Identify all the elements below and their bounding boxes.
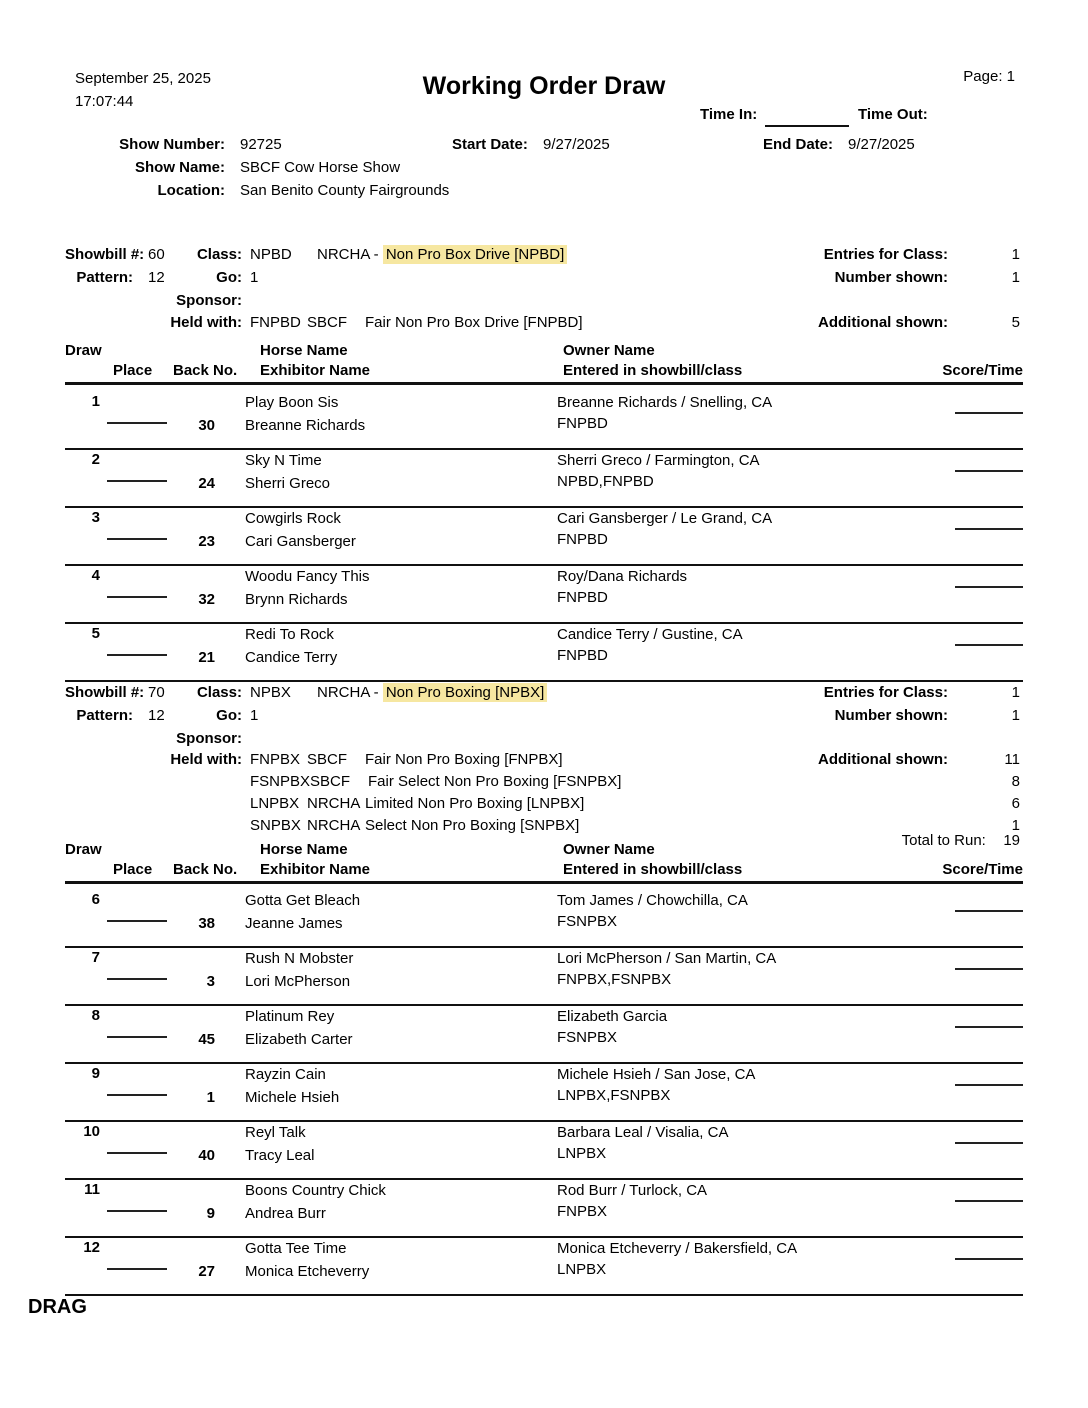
entered-classes: LNPBX [557, 1145, 607, 1162]
table-row [65, 450, 1023, 508]
score-blank-line [955, 1126, 1023, 1144]
class-full-name [317, 684, 547, 701]
held-with-row [65, 817, 1023, 839]
exhibitor-name: Breanne Richards [245, 417, 366, 434]
held-with-name: Fair Non Pro Box Drive [FNPBD] [365, 314, 583, 331]
held-with-code: FNPBX [250, 751, 301, 768]
held-with-code: SNPBX [250, 817, 301, 834]
table-row [65, 1006, 1023, 1064]
held-with-block [65, 751, 1023, 839]
additional-shown-count: 6 [1011, 795, 1020, 812]
horse-name: Boons Country Chick [245, 1182, 386, 1199]
exhibitor-name: Lori McPherson [245, 973, 351, 990]
score-blank-line [955, 628, 1023, 646]
entries-for-class-label: Entries for Class: [823, 684, 948, 701]
time-in-out-row [65, 104, 1023, 130]
exhibitor-name: Monica Etcheverry [245, 1263, 370, 1280]
entered-classes: NPBD,FNPBD [557, 473, 654, 490]
place-header: Place [113, 362, 153, 379]
class-label: Class: [196, 684, 242, 701]
place-blank-line [107, 956, 167, 980]
owner-name: Michele Hsieh / San Jose, CA [557, 1066, 756, 1083]
class-section-npbx [65, 684, 1023, 1296]
drag-label: DRAG [28, 1296, 87, 1318]
entry-rows [65, 392, 1023, 682]
horse-name: Rush N Mobster [245, 950, 354, 967]
draw-number: 10 [83, 1123, 100, 1140]
score-time-header: Score/Time [942, 861, 1023, 878]
owner-name: Cari Gansberger / Le Grand, CA [557, 510, 773, 527]
sponsor-label: Sponsor: [176, 730, 242, 747]
horse-name: Redi To Rock [245, 626, 334, 643]
score-blank-line [955, 1184, 1023, 1202]
end-date-value: 9/27/2025 [848, 136, 915, 153]
class-org-prefix: NRCHA - [317, 246, 383, 263]
held-with-name: Fair Select Non Pro Boxing [FSNPBX] [368, 773, 622, 790]
held-with-name: Select Non Pro Boxing [SNPBX] [365, 817, 580, 834]
total-to-run-label: Total to Run: [901, 832, 986, 849]
table-row [65, 1122, 1023, 1180]
showbill-label: Showbill #: [65, 684, 145, 701]
page-number: Page: 1 [963, 68, 1015, 85]
held-with-label: Held with: [170, 751, 242, 768]
class-name-highlight: Non Pro Box Drive [NPBD] [383, 245, 567, 264]
score-blank-line [955, 952, 1023, 970]
table-row [65, 1238, 1023, 1296]
exhibitor-name: Elizabeth Carter [245, 1031, 353, 1048]
exhibitor-name: Michele Hsieh [245, 1089, 340, 1106]
score-blank-line [955, 454, 1023, 472]
draw-number: 4 [91, 567, 100, 584]
exhibitor-name-header: Exhibitor Name [260, 861, 371, 878]
additional-shown-count: 5 [1011, 314, 1020, 331]
show-name-label: Show Name: [134, 159, 225, 176]
back-number: 24 [198, 475, 215, 492]
horse-name: Gotta Tee Time [245, 1240, 347, 1257]
exhibitor-name: Andrea Burr [245, 1205, 326, 1222]
back-number: 27 [198, 1263, 215, 1280]
score-blank-line [955, 512, 1023, 530]
class-section-npbd [65, 246, 1023, 682]
showbill-value: 70 [148, 684, 165, 701]
entered-classes: FNPBX [557, 1203, 608, 1220]
held-with-row [65, 795, 1023, 817]
back-number: 30 [198, 417, 215, 434]
draw-number: 2 [91, 451, 100, 468]
exhibitor-name: Cari Gansberger [245, 533, 356, 550]
time-in-label: Time In: [700, 106, 758, 123]
entered-classes: FNPBD [557, 647, 608, 664]
held-with-row [65, 314, 1023, 336]
entries-for-class-label: Entries for Class: [823, 246, 948, 263]
table-header [65, 832, 1023, 884]
owner-name: Candice Terry / Gustine, CA [557, 626, 743, 643]
horse-name: Woodu Fancy This [245, 568, 370, 585]
entries-for-class-value: 1 [1011, 684, 1020, 701]
held-with-org: SBCF [310, 773, 351, 790]
table-header [65, 342, 1023, 385]
go-value: 1 [250, 707, 259, 724]
show-number-value: 92725 [240, 136, 282, 153]
place-blank-line [107, 1014, 167, 1038]
additional-shown-count: 11 [1004, 751, 1020, 768]
owner-name: Rod Burr / Turlock, CA [557, 1182, 708, 1199]
place-blank-line [107, 574, 167, 598]
exhibitor-name: Candice Terry [245, 649, 338, 666]
place-blank-line [107, 1130, 167, 1154]
draw-number: 1 [91, 393, 100, 410]
showbill-label: Showbill #: [65, 246, 145, 263]
number-shown-label: Number shown: [834, 269, 948, 286]
entered-classes: FNPBD [557, 589, 608, 606]
owner-name: Tom James / Chowchilla, CA [557, 892, 748, 909]
place-blank-line [107, 458, 167, 482]
class-name-highlight: Non Pro Boxing [NPBX] [383, 683, 547, 702]
place-blank-line [107, 516, 167, 540]
class-org-prefix: NRCHA - [317, 684, 383, 701]
score-blank-line [955, 396, 1023, 414]
owner-name: Lori McPherson / San Martin, CA [557, 950, 777, 967]
entered-classes: FSNPBX [557, 913, 618, 930]
horse-name: Platinum Rey [245, 1008, 335, 1025]
back-number: 1 [206, 1089, 215, 1106]
held-with-code: FSNPBX [250, 773, 311, 790]
held-with-code: FNPBD [250, 314, 301, 331]
entered-classes: LNPBX [557, 1261, 607, 1278]
exhibitor-name: Sherri Greco [245, 475, 331, 492]
back-number: 3 [206, 973, 215, 990]
held-with-row [65, 751, 1023, 773]
total-to-run [902, 832, 1020, 849]
additional-shown-count: 8 [1011, 773, 1020, 790]
score-blank-line [955, 1242, 1023, 1260]
place-blank-line [107, 1072, 167, 1096]
pattern-value: 12 [148, 707, 165, 724]
additional-shown-label: Additional shown: [818, 314, 948, 331]
horse-name: Play Boon Sis [245, 394, 339, 411]
number-shown-value: 1 [1011, 269, 1020, 286]
table-row [65, 392, 1023, 450]
held-with-name: Limited Non Pro Boxing [LNPBX] [365, 795, 585, 812]
back-number: 23 [198, 533, 215, 550]
table-row [65, 890, 1023, 948]
entry-rows [65, 890, 1023, 1296]
table-row [65, 948, 1023, 1006]
additional-shown-count: 1 [1011, 817, 1020, 834]
class-label: Class: [196, 246, 242, 263]
go-label: Go: [216, 707, 242, 724]
exhibitor-name-header: Exhibitor Name [260, 362, 371, 379]
horse-name-header: Horse Name [260, 841, 348, 858]
horse-name: Gotta Get Bleach [245, 892, 361, 909]
location-value: San Benito County Fairgrounds [240, 182, 450, 199]
place-blank-line [107, 1246, 167, 1270]
show-info [65, 136, 1023, 205]
draw-number: 7 [91, 949, 100, 966]
entered-classes: LNPBX,FSNPBX [557, 1087, 671, 1104]
score-blank-line [955, 1068, 1023, 1086]
draw-number: 8 [91, 1007, 100, 1024]
horse-name-header: Horse Name [260, 342, 348, 359]
table-row [65, 1064, 1023, 1122]
draw-number: 6 [91, 891, 100, 908]
go-label: Go: [216, 269, 242, 286]
time-out-label: Time Out: [858, 106, 928, 123]
draw-number: 5 [91, 625, 100, 642]
draw-number: 12 [83, 1239, 100, 1256]
start-date-label: Start Date: [452, 136, 528, 153]
showbill-value: 60 [148, 246, 165, 263]
class-code: NPBX [250, 684, 291, 701]
generation-date: September 25, 2025 [75, 70, 211, 87]
held-with-label: Held with: [170, 314, 242, 331]
additional-shown-label: Additional shown: [818, 751, 948, 768]
end-date-label: End Date: [763, 136, 834, 153]
generation-time: 17:07:44 [75, 93, 134, 110]
held-with-org: NRCHA [307, 795, 361, 812]
time-in-blank-line [765, 104, 849, 127]
class-full-name [317, 246, 567, 263]
back-no-header: Back No. [173, 861, 238, 878]
place-blank-line [107, 898, 167, 922]
back-number: 9 [206, 1205, 215, 1222]
back-number: 40 [198, 1147, 215, 1164]
back-no-header: Back No. [173, 362, 238, 379]
place-blank-line [107, 400, 167, 424]
entered-classes: FNPBD [557, 531, 608, 548]
exhibitor-name: Brynn Richards [245, 591, 348, 608]
draw-header: Draw [65, 342, 102, 359]
table-row [65, 566, 1023, 624]
held-with-name: Fair Non Pro Boxing [FNPBX] [365, 751, 563, 768]
back-number: 32 [198, 591, 215, 608]
owner-name: Elizabeth Garcia [557, 1008, 668, 1025]
draw-number: 3 [91, 509, 100, 526]
sponsor-label: Sponsor: [176, 292, 242, 309]
score-time-header: Score/Time [942, 362, 1023, 379]
pattern-value: 12 [148, 269, 165, 286]
entries-for-class-value: 1 [1011, 246, 1020, 263]
entered-classes: FSNPBX [557, 1029, 618, 1046]
score-blank-line [955, 1010, 1023, 1028]
place-blank-line [107, 1188, 167, 1212]
back-number: 45 [198, 1031, 215, 1048]
entered-header: Entered in showbill/class [563, 362, 743, 379]
go-value: 1 [250, 269, 259, 286]
show-name-value: SBCF Cow Horse Show [240, 159, 401, 176]
held-with-block [65, 314, 1023, 336]
number-shown-label: Number shown: [834, 707, 948, 724]
exhibitor-name: Tracy Leal [245, 1147, 315, 1164]
draw-number: 11 [84, 1181, 100, 1198]
owner-name: Monica Etcheverry / Bakersfield, CA [557, 1240, 798, 1257]
entered-classes: FNPBX,FSNPBX [557, 971, 672, 988]
back-number: 21 [198, 649, 215, 666]
horse-name: Rayzin Cain [245, 1066, 326, 1083]
owner-name: Barbara Leal / Visalia, CA [557, 1124, 729, 1141]
page-title: Working Order Draw [422, 72, 666, 100]
back-number: 38 [198, 915, 215, 932]
start-date-value: 9/27/2025 [543, 136, 610, 153]
held-with-code: LNPBX [250, 795, 300, 812]
location-label: Location: [157, 182, 225, 199]
table-row [65, 508, 1023, 566]
owner-name-header: Owner Name [563, 841, 655, 858]
pattern-label: Pattern: [76, 269, 133, 286]
held-with-org: SBCF [307, 751, 348, 768]
exhibitor-name: Jeanne James [245, 915, 343, 932]
owner-name: Sherri Greco / Farmington, CA [557, 452, 760, 469]
horse-name: Sky N Time [245, 452, 322, 469]
table-row [65, 1180, 1023, 1238]
draw-number: 9 [91, 1065, 100, 1082]
owner-name: Roy/Dana Richards [557, 568, 688, 585]
score-blank-line [955, 570, 1023, 588]
entered-header: Entered in showbill/class [563, 861, 743, 878]
owner-name-header: Owner Name [563, 342, 655, 359]
horse-name: Reyl Talk [245, 1124, 306, 1141]
draw-header: Draw [65, 841, 102, 858]
held-with-row [65, 773, 1023, 795]
owner-name: Breanne Richards / Snelling, CA [557, 394, 773, 411]
held-with-org: SBCF [307, 314, 348, 331]
number-shown-value: 1 [1011, 707, 1020, 724]
score-blank-line [955, 894, 1023, 912]
class-code: NPBD [250, 246, 292, 263]
entered-classes: FNPBD [557, 415, 608, 432]
show-number-label: Show Number: [119, 136, 225, 153]
total-to-run-value: 19 [1003, 832, 1020, 849]
pattern-label: Pattern: [76, 707, 133, 724]
held-with-org: NRCHA [307, 817, 361, 834]
place-blank-line [107, 632, 167, 656]
table-row [65, 624, 1023, 682]
horse-name: Cowgirls Rock [245, 510, 341, 527]
place-header: Place [113, 861, 153, 878]
